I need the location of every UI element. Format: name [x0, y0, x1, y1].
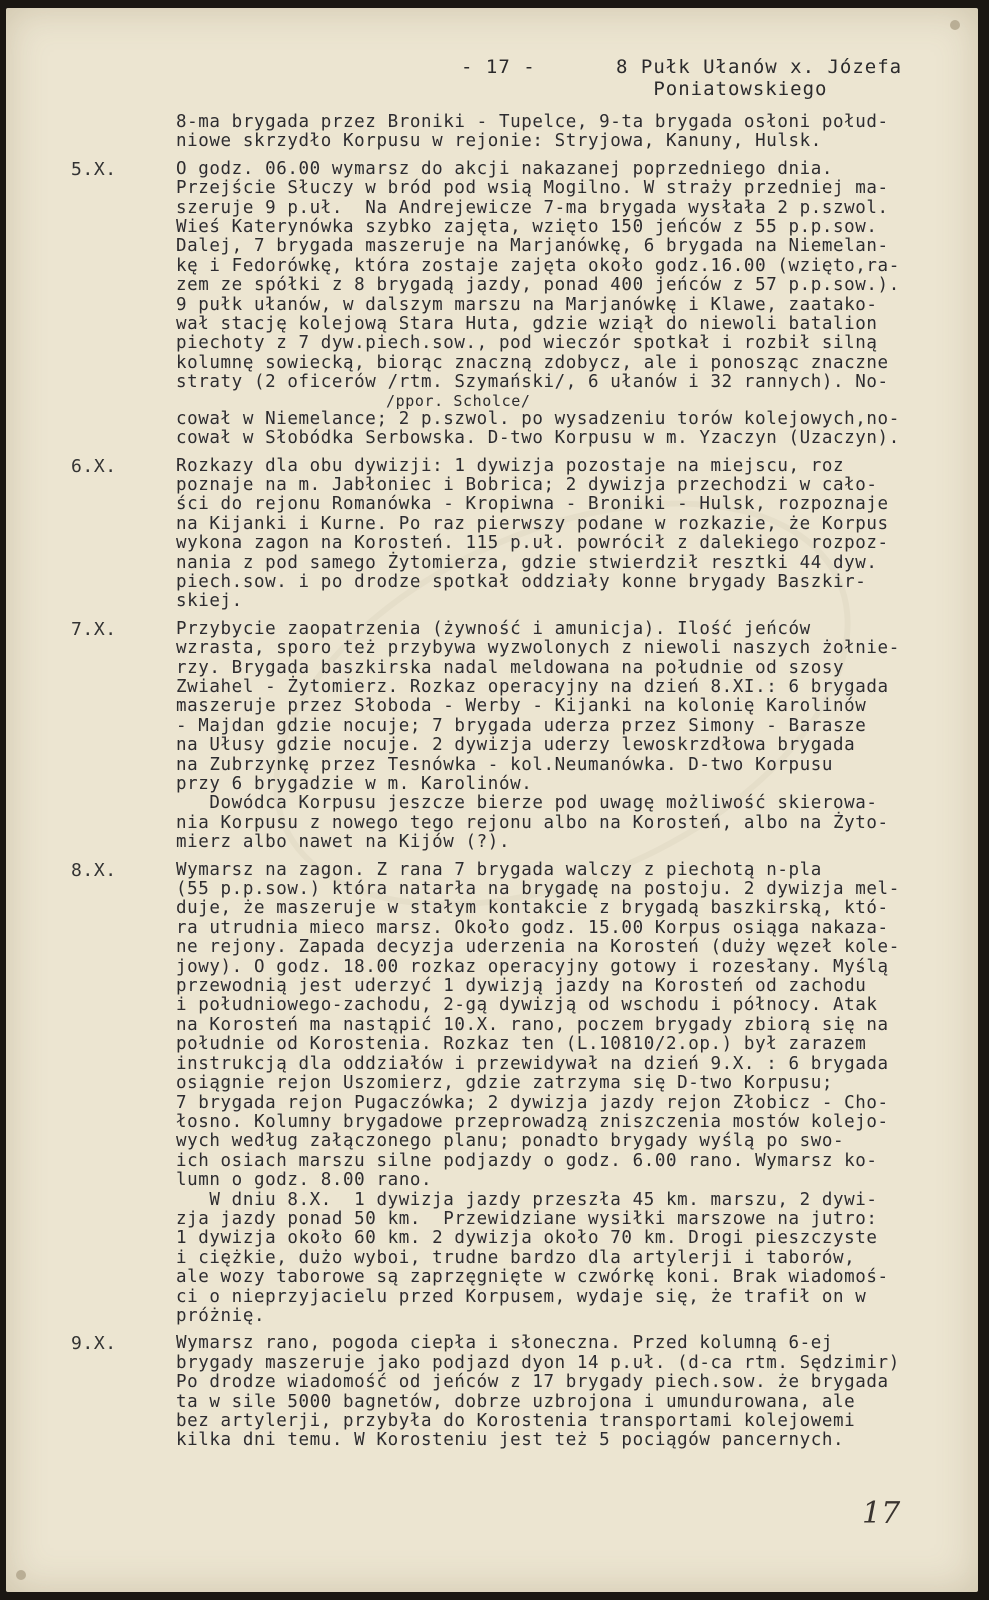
text-line: poznaje na m. Jabłoniec i Bobrica; 2 dywizja przechodzi w cało-	[176, 474, 878, 495]
text-line: wych według załączonego planu; ponadto brygady wyślą po swo-	[176, 1131, 845, 1152]
text-line: ci o nieprzyjacielu przed Korpusem, wydaje się, że trafił on w	[176, 1286, 867, 1307]
entry-date: 9.X.	[71, 1333, 117, 1355]
text-line: na Kijanki i Kurne. Po raz pierwszy podane w rozkazie, że Korpus	[176, 513, 889, 534]
text-line: kę i Fedorówkę, która zostaje zajęta około godz.16.00 (wzięto,ra-	[176, 255, 900, 276]
text-line: Po drodze wiadomość od jeńców z 17 brygady piech.sow. że brygada	[176, 1372, 889, 1393]
entry-date: 6.X.	[71, 455, 117, 477]
text-line: i ciężkie, dużo wyboi, trudne bardzo dla artylerji i taborów,	[176, 1247, 856, 1268]
text-line: ści do rejonu Romanówka - Kropiwna - Broniki - Hulsk, rozpoznaje	[176, 494, 889, 515]
text-line: osiągnie rejon Uszomierz, gdzie zatrzyma się D-two Korpusu;	[176, 1073, 834, 1094]
diary-entry	[61, 160, 966, 449]
text-line: ale wozy taborowe są zaprzęgnięte w czwórkę koni. Brak wiadomoś-	[176, 1267, 889, 1288]
text-line: wykona zagon na Korosteń. 115 p.uł. powrócił z dalekiego rozpoz-	[176, 533, 889, 554]
text-line: na Zubrzynkę przez Tesnówka - kol.Neumanówka. D-two Korpusu	[176, 754, 834, 775]
text-line: Dowódca Korpusu jeszcze bierze pod uwagę możliwość skierowa-	[176, 793, 878, 814]
text-line: 1 dywizja około 60 km. 2 dywizja około 70 km. Drogi pieszczyste	[176, 1228, 878, 1249]
text-line: maszeruje przez Słoboda - Werby - Kijanki na kolonię Karolinów	[176, 696, 867, 717]
entry-date: 5.X.	[71, 158, 117, 180]
text-line: instrukcją dla oddziałów i przewidywał na dzień 9.X. : 6 brygada	[176, 1053, 889, 1074]
diary-entries	[61, 160, 966, 1451]
text-line: zem ze spółki z 8 brygadą jazdy, ponad 400 jeńców z 57 p.p.sow.).	[176, 275, 900, 296]
diary-entry	[61, 620, 966, 853]
text-line: rzy. Brygada baszkirska nadal meldowana na południe od szosy	[176, 657, 845, 678]
text-line: kilka dni temu. W Korosteniu jest też 5 pociągów pancernych.	[176, 1430, 845, 1451]
text-line: O godz. 06.00 wymarsz do akcji nakazanej poprzedniego dnia.	[176, 158, 834, 179]
entry-date: 7.X.	[71, 618, 117, 640]
text-line: szeruje 9 p.uł. Na Andrejewicze 7-ma brygada wysłała 2 p.szwol.	[176, 197, 889, 218]
intro-paragraph	[61, 113, 966, 152]
text-line: piechoty z 7 dyw.piech.sow., pod wieczór spotkał i rozbił silną	[176, 333, 878, 354]
text-line: Rozkazy dla obu dywizji: 1 dywizja pozostaje na miejscu, roz	[176, 455, 845, 476]
page-number: - 17 -	[461, 56, 536, 78]
text-line: na Ułusy gdzie nocuje. 2 dywizja uderzy lewoskrzdłowa brygada	[176, 735, 856, 756]
unit-title-line1: 8 Pułk Ułanów x. Józefa	[616, 56, 903, 78]
text-line: 7 brygada rejon Pugaczówka; 2 dywizja jazdy rejon Złobicz - Cho-	[176, 1092, 889, 1113]
diary-entry	[61, 861, 966, 1327]
text-line: ta w sile 5000 bagnetów, dobrze uzbrojona i umundurowana, ale	[176, 1391, 856, 1412]
unit-title	[616, 56, 902, 100]
document-body	[61, 113, 966, 1459]
text-line: cował w Niemelance; 2 p.szwol. po wysadzeniu torów kolejowych,no-	[176, 408, 900, 429]
text-line: nia Korpusu z nowego tego rejonu albo na Korosteń, albo na Żyto-	[176, 812, 889, 833]
text-line: mierz albo nawet na Kijów (?).	[176, 832, 511, 853]
text-line: bez artylerji, przybyła do Korostenia transportami kolejowemi	[176, 1411, 856, 1431]
text-line: na Korosteń ma nastąpić 10.X. rano, poczem brygady zbiorą się na	[176, 1014, 889, 1035]
text-line: W dniu 8.X. 1 dywizja jazdy przeszła 45 km. marszu, 2 dywi-	[176, 1189, 878, 1210]
handwritten-page-number: 17	[862, 1496, 901, 1531]
text-line: Wymarsz rano, pogoda ciepła i słoneczna. Przed kolumną 6-ej	[176, 1333, 834, 1354]
document-page	[6, 8, 978, 1592]
text-line: jowy). O godz. 18.00 rozkaz operacyjny gotowy i rozesłany. Myślą	[176, 956, 889, 977]
text-line: Wymarsz na zagon. Z rana 7 brygada walczy z piechotą n-pla	[176, 859, 822, 880]
text-line: brygady maszeruje jako podjazd dyon 14 p.uł. (d-ca rtm. Sędzimir)	[176, 1352, 900, 1373]
text-line: Przejście Słuczy w bród pod wsią Mogilno. W straży przedniej ma-	[176, 178, 889, 199]
text-line: ne rejony. Zapada decyzja uderzenia na Korosteń (duży węzeł kole-	[176, 937, 900, 958]
interlinear-insert: /ppor. Scholce/	[386, 391, 531, 410]
text-line: zja jazdy ponad 50 km. Przewidziane wysiłki marszowe na jutro:	[176, 1208, 878, 1229]
text-line: kolumnę sowiecką, biorąc znaczną zdobycz, ale i ponosząc znaczne	[176, 352, 889, 373]
text-line: (55 p.p.sow.) która natarła na brygadę na postoju. 2 dywizja mel-	[176, 879, 900, 900]
text-line: nania z pod samego Żytomierza, gdzie stwierdził resztki 44 dyw.	[176, 552, 878, 573]
text-line: - Majdan gdzie nocuje; 7 brygada uderza przez Simony - Barasze	[176, 715, 867, 736]
text-line: Przybycie zaopatrzenia (żywność i amunicja). Ilość jeńców	[176, 618, 811, 639]
text-line: piech.sow. i po drodze spotkał oddziały konne brygady Baszkir-	[176, 571, 867, 592]
text-line: 8-ma brygada przez Broniki - Tupelce, 9-ta brygada osłoni połud-	[176, 112, 889, 132]
punch-hole	[950, 20, 960, 30]
entry-date: 8.X.	[71, 859, 117, 881]
text-line: południe od Korostenia. Rozkaz ten (L.10810/2.op.) był zarazem	[176, 1034, 867, 1055]
diary-entry	[61, 1334, 966, 1450]
text-line: cował w Słobódka Serbowska. D-two Korpusu w m. Yzaczyn (Uzaczyn).	[176, 428, 900, 449]
text-line: przy 6 brygadzie w m. Karolinów.	[176, 774, 533, 794]
text-line: wzrasta, sporo też przybywa wyzwolonych z niewoli naszych żołnie-	[176, 638, 900, 659]
text-line: skiej.	[176, 591, 243, 612]
text-line: lumn o godz. 8.00 rano.	[176, 1170, 433, 1191]
text-line: duje, że maszeruje w stałym kontakcie z brygadą baszkirską, któ-	[176, 898, 889, 919]
text-line: próżnię.	[176, 1305, 266, 1326]
text-line: Zwiahel - Żytomierz. Rozkaz operacyjny na dzień 8.XI.: 6 brygada	[176, 676, 889, 697]
text-line: i południowego-zachodu, 2-gą dywizją od wschodu i północy. Atak	[176, 995, 878, 1016]
text-line: ich osiach marszu silne podjazdy o godz. 6.00 rano. Wymarsz ko-	[176, 1150, 878, 1171]
punch-hole	[16, 1570, 26, 1580]
text-line: straty (2 oficerów /rtm. Szymański/, 6 ułanów i 32 rannych). No-	[176, 372, 889, 393]
text-line: łosno. Kolumny brygadowe przeprowadzą zniszczenia mostów kolejo-	[176, 1111, 889, 1132]
text-line: Dalej, 7 brygada maszeruje na Marjanówkę, 6 brygada na Niemelan-	[176, 236, 889, 257]
text-line: przewodnią jest uderzyć 1 dywizją jazdy na Korosteń od zachodu	[176, 976, 867, 997]
text-line: ra utrudnia mieco marsz. Około godz. 15.00 Korpus osiąga nakaza-	[176, 917, 889, 938]
text-line: Wieś Katerynówka szybko zajęta, wzięto 150 jeńców z 55 p.p.sow.	[176, 217, 878, 238]
text-line: 9 pułk ułanów, w dalszym marszu na Marjanówkę i Klawe, zaatako-	[176, 294, 878, 315]
unit-title-line2: Poniatowskiego	[616, 78, 828, 100]
diary-entry	[61, 457, 966, 612]
text-line: niowe skrzydło Korpusu w rejonie: Stryjowa, Kanuny, Hulsk.	[176, 131, 822, 152]
text-line: wał stację kolejową Stara Huta, gdzie wziął do niewoli batalion	[176, 314, 878, 335]
